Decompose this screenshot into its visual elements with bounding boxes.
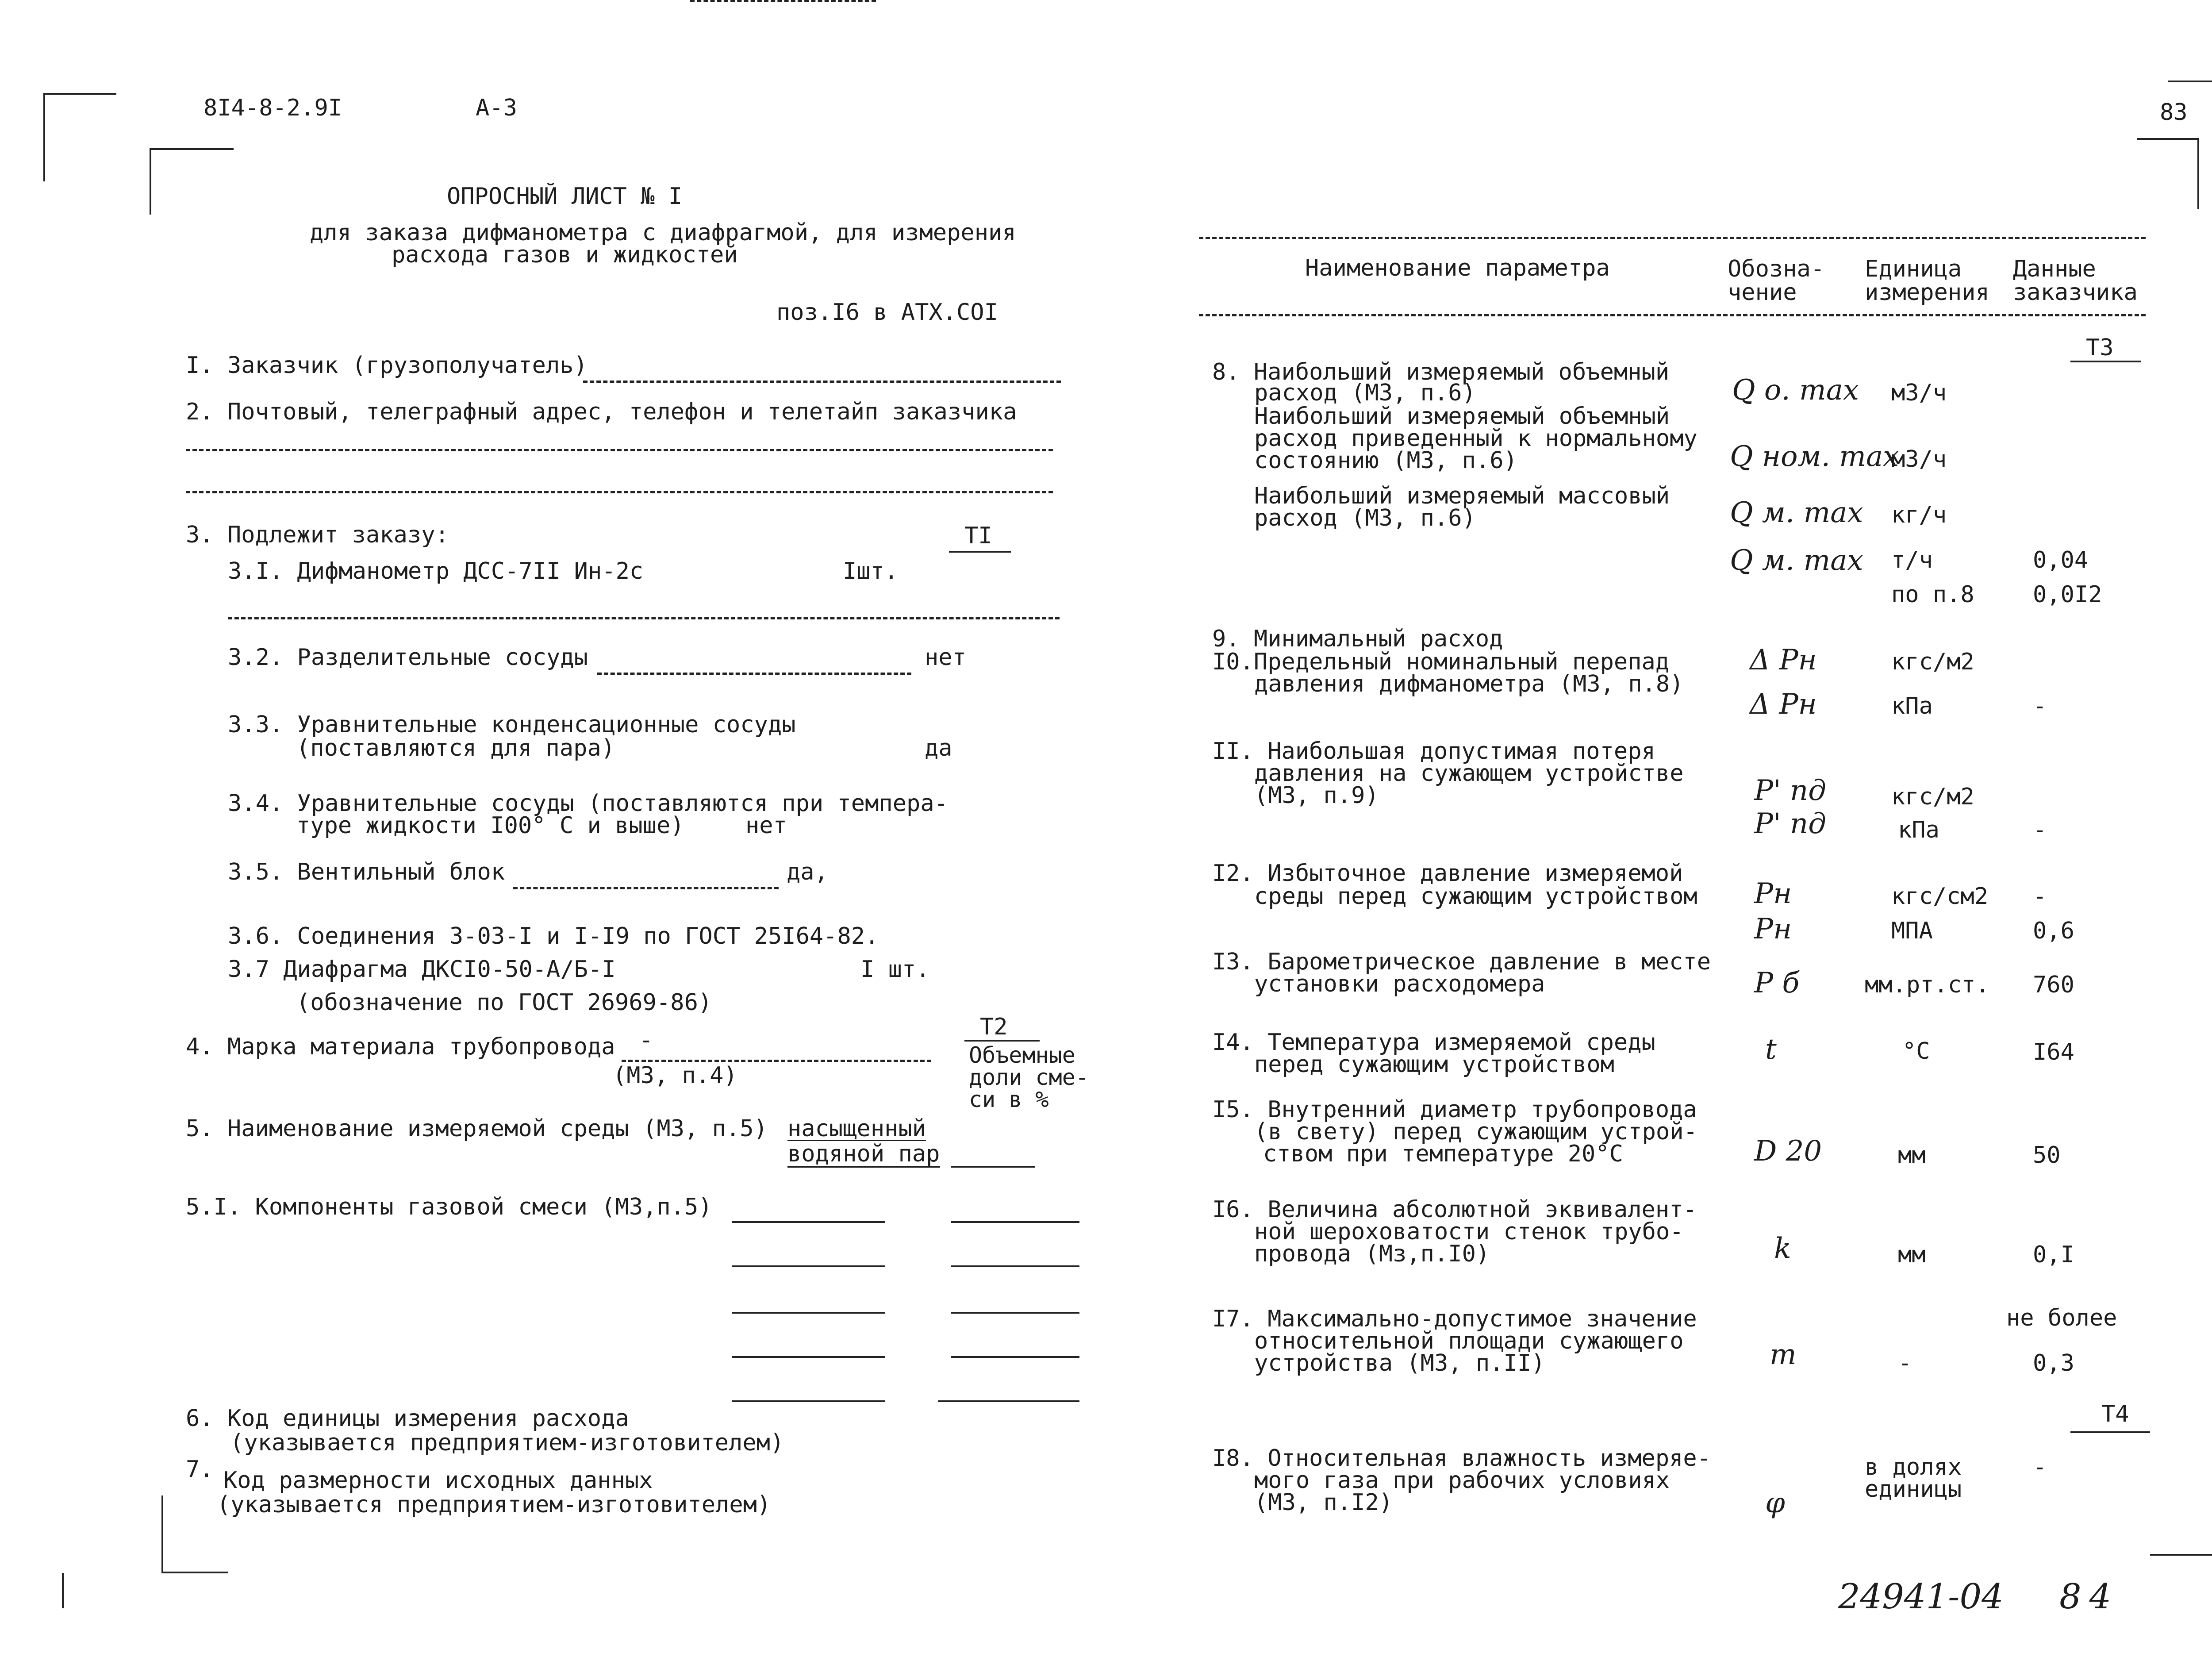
column-header-unit-2: измерения [1865,279,1989,306]
row-16-line-a: I6. Величина абсолютной эквивалент- [1212,1196,1697,1223]
item-7-line-2: (указывается предприятием-изготовителем) [217,1491,771,1518]
item-3-5-fill-line [513,887,779,889]
row-13-line-b: установки расходомера [1254,971,1545,997]
row-17-line-b: относительной площади сужающего [1254,1328,1684,1354]
row-8-unit-3: кг/ч [1891,502,1947,528]
row-8-value-4: 0,04 [2033,547,2089,573]
item-3-2-separators: 3.2. Разделительные сосуды [228,644,588,671]
row-15-unit: мм [1898,1142,1926,1169]
item-3-1-quantity: Iшт. [843,558,899,584]
row-18-line-a: I8. Относительная влажность измеряе- [1212,1445,1711,1472]
page-number: 83 [2160,99,2188,126]
row-8-line-c: Наибольший измеряемый объемный [1254,403,1670,430]
row-14-line-a: I4. Температура измеряемой среды [1212,1029,1655,1056]
row-10-symbol-2: Δ Pн [1750,688,1817,721]
item-3-order: 3. Подлежит заказу: [186,522,449,548]
row-12-line-a: I2. Избыточное давление измеряемой [1212,860,1683,887]
item-1-customer: I. Заказчик (грузополучатель) [186,352,588,379]
item-4-reference: (МЗ, п.4) [613,1062,737,1089]
table-ref-t3: T3 [2086,334,2114,361]
row-8-symbol-1: Q о. max [1732,374,1859,407]
item-3-5-value: да, [787,859,828,885]
row-17-value-2: 0,3 [2033,1350,2074,1376]
row-12-value-1: - [2033,883,2047,910]
item-3-3-value: да [925,735,952,761]
row-8-unit-2: м3/ч [1891,446,1947,473]
item-3-5-valve-block: 3.5. Вентильный блок [228,859,505,885]
row-15-line-a: I5. Внутренний диаметр трубопровода [1212,1096,1697,1123]
t1-underline [949,551,1011,553]
item-3-3-line-2: (поставляются для пара) [296,735,615,761]
row-10-value-2: - [2033,693,2047,719]
row-15-symbol: D 20 [1754,1135,1822,1168]
row-16-line-b: ной шероховатости стенок трубо- [1254,1219,1684,1245]
item-3-7-diaphragm: 3.7 Диафрагма ДКСI0-50-А/Б-I [228,956,616,983]
row-18-line-c: (МЗ, п.I2) [1254,1489,1393,1516]
item-2-fill-line-1 [186,449,1053,451]
row-8-value-5: 0,0I2 [2033,581,2102,608]
table-ref-t1: TI [964,523,992,549]
t4-underline [2070,1431,2150,1433]
row-10-line-a: I0.Предельный номинальный перепад [1212,649,1670,675]
column-header-customer-data-2: заказчика [2013,279,2138,306]
row-18-unit-1: в долях [1865,1454,1962,1480]
item-6-line-2: (указывается предприятием-изготовителем) [230,1430,784,1456]
row-12-unit-2: МПА [1891,918,1933,944]
row-8-unit-1: м3/ч [1891,380,1947,406]
row-16-symbol: k [1774,1232,1791,1265]
table-ref-t4: T4 [2101,1401,2129,1427]
row-10-line-b: давления дифманометра (МЗ, п.8) [1254,671,1684,697]
row-8-unit-4: т/ч [1891,547,1933,573]
row-8-unit-5: по п.8 [1891,581,1974,608]
row-11-value-2: - [2033,817,2047,843]
table-ref-t2: T2 [980,1014,1008,1040]
footer-stamp-number: 24941-04 [1838,1577,2004,1617]
row-8-symbol-3: Q м. max [1730,496,1863,529]
row-16-value: 0,I [2033,1242,2074,1268]
row-14-value: I64 [2033,1039,2074,1065]
row-12-value-2: 0,6 [2033,918,2074,944]
item-5-1-gas-components: 5.I. Компоненты газовой смеси (МЗ,п.5) [186,1194,712,1220]
position-reference: поз.I6 в АТХ.СОI [776,299,998,326]
row-12-unit-1: кгс/см2 [1891,883,1989,910]
item-5-value-line-1: насыщенный [787,1115,926,1142]
row-17-value-1: не более [2006,1305,2117,1331]
column-header-symbol-2: чение [1728,279,1797,306]
row-12-symbol-1: Pн [1754,877,1792,910]
row-13-line-a: I3. Барометрическое давление в месте [1212,949,1711,975]
item-3-7-designation: (обозначение по ГОСТ 26969-86) [296,989,712,1016]
table-header-bottom-rule [1199,314,2146,316]
item-3-7-quantity: I шт. [860,956,930,983]
row-10-unit-2: кПа [1891,693,1933,719]
volume-fraction-header-3: си в % [969,1087,1049,1112]
item-3-1-manometer: 3.I. Дифманометр ДСС-7II Ин-2с [228,558,644,584]
footer-stamp-page: 84 [2059,1577,2120,1617]
row-11-unit-1: кгс/м2 [1891,784,1974,810]
row-18-value: - [2033,1454,2047,1480]
row-17-symbol: m [1770,1338,1797,1371]
row-8-symbol-2: Q ном. max [1730,440,1899,473]
row-11-unit-2: кПа [1898,817,1939,843]
item-1-fill-line [583,381,1061,383]
volume-fraction-header-1: Объемные [969,1042,1075,1068]
item-4-fill-line [622,1060,931,1062]
item-3-4-line-2: туре жидкости I00° С и выше) [296,812,684,839]
row-8-line-f: Наибольший измеряемый массовый [1254,483,1670,509]
form-subtitle-line-1: для заказа дифманометра с диафрагмой, для измерения [310,219,1016,246]
item-7-line-1: Код размерности исходных данных [223,1467,653,1494]
row-8-line-g: расход (МЗ, п.6) [1254,505,1476,531]
row-11-line-a: II. Наибольшая допустимая потеря [1212,738,1655,765]
row-14-line-b: перед сужающим устройством [1254,1051,1614,1078]
item-3-4-fill-line [690,0,876,2]
row-11-symbol-1: P' пд [1754,774,1826,807]
row-18-symbol: φ [1765,1487,1785,1519]
item-5-medium-name: 5. Наименование измеряемой среды (МЗ, п.5) [186,1115,768,1142]
item-2-address: 2. Почтовый, телеграфный адрес, телефон и телетайп заказчика [186,399,1017,425]
item-4-value: - [639,1027,653,1053]
column-header-parameter: Наименование параметра [1305,255,1610,281]
row-14-unit: °С [1902,1038,1930,1065]
item-5-value-line-2: водяной пар [787,1141,940,1167]
row-12-line-b: среды перед сужающим устройством [1254,883,1697,910]
row-12-symbol-2: Pн [1754,913,1792,946]
item-6-line-1: 6. Код единицы измерения расхода [186,1405,629,1432]
item-7-number: 7. [186,1456,214,1483]
row-17-unit: - [1898,1350,1912,1376]
row-15-line-b: (в свету) перед сужающим устрой- [1254,1119,1697,1145]
row-17-line-c: устройства (МЗ, п.II) [1254,1350,1545,1376]
t3-underline [2070,361,2141,362]
table-header-top-rule [1199,237,2146,239]
column-header-symbol-1: Обозна- [1728,256,1825,282]
row-9-min-flow: 9. Минимальный расход [1212,626,1503,652]
row-8-symbol-4: Q м. max [1730,544,1863,577]
t2-underline [964,1040,1040,1042]
row-8-line-a: 8. Наибольший измеряемый объемный [1212,359,1670,385]
item-3-6-connections: 3.6. Соединения 3-03-I и I-I9 по ГОСТ 25I64-82. [228,923,879,949]
item-4-pipe-material: 4. Марка материала трубопровода [186,1034,615,1060]
row-14-symbol: t [1765,1033,1777,1066]
form-subtitle-line-2: расхода газов и жидкостей [392,242,738,268]
item-3-4-value: нет [745,812,787,839]
row-15-value: 50 [2033,1142,2061,1169]
item-5-fraction-line [951,1166,1035,1168]
row-13-unit: мм.рт.ст. [1865,972,1989,998]
item-5-fill-line [787,1166,940,1168]
item-3-2-value: нет [925,644,966,671]
row-8-line-b: расход (МЗ, п.6) [1254,380,1476,406]
row-8-line-e: состоянию (МЗ, п.6) [1254,447,1517,474]
row-11-symbol-2: P' пд [1754,807,1826,840]
row-13-value: 760 [2033,972,2074,998]
item-2-fill-line-2 [186,491,1053,493]
form-title: ОПРОСНЫЙ ЛИСТ № I [447,183,683,210]
volume-fraction-header-2: доли сме- [969,1065,1089,1090]
column-header-unit-1: Единица [1865,256,1962,282]
row-13-symbol: P б [1754,967,1800,999]
row-10-unit-1: кгс/м2 [1891,649,1974,675]
row-16-line-c: провода (Мз,п.I0) [1254,1241,1490,1267]
column-header-customer-data-1: Данные [2013,256,2096,282]
item-3-4-line-1: 3.4. Уравнительные сосуды (поставляются при темпера- [228,790,948,817]
row-8-line-d: расход приведенный к нормальному [1254,425,1697,452]
row-18-unit-2: единицы [1865,1476,1962,1503]
item-3-1-fill-line [228,617,1060,619]
row-10-symbol-1: Δ Pн [1750,644,1817,677]
row-11-line-c: (МЗ, п.9) [1254,782,1379,809]
row-18-line-b: мого газа при рабочих условиях [1254,1467,1670,1494]
row-17-line-a: I7. Максимально-допустимое значение [1212,1306,1697,1332]
row-15-line-c: ством при температуре 20°С [1263,1141,1623,1167]
item-3-2-fill-line [597,673,911,675]
item-3-3-line-1: 3.3. Уравнительные конденсационные сосуды [228,711,796,738]
document-code: 8I4-8-2.9I [204,95,342,121]
row-11-line-b: давления на сужающем устройстве [1254,760,1684,787]
row-16-unit: мм [1898,1242,1926,1268]
sheet-code: A-3 [476,95,517,121]
